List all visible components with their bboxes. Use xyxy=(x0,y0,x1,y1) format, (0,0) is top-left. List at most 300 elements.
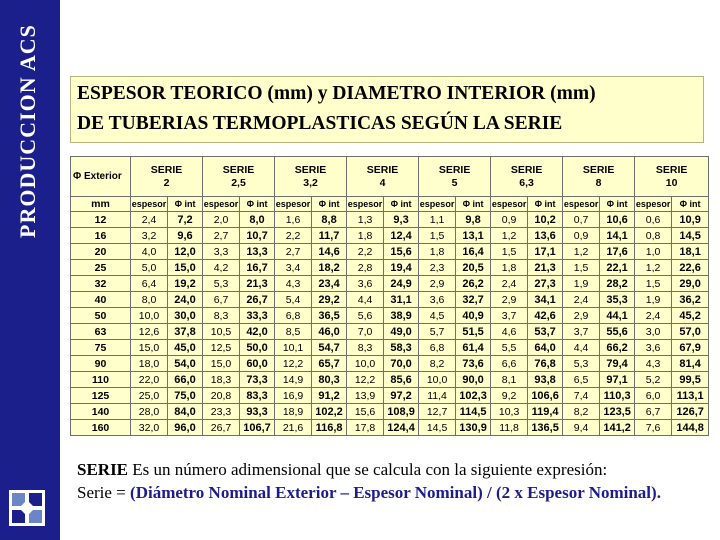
outer-diameter-cell: 32 xyxy=(71,276,131,292)
inner-diameter-cell: 23,4 xyxy=(312,276,347,292)
inner-diameter-cell: 91,2 xyxy=(312,388,347,404)
thickness-cell: 1,8 xyxy=(491,260,528,276)
inner-diameter-cell: 9,6 xyxy=(168,228,203,244)
thickness-cell: 9,2 xyxy=(491,388,528,404)
inner-diameter-cell: 50,0 xyxy=(240,340,275,356)
inner-diameter-cell: 13,1 xyxy=(456,228,491,244)
inner-diameter-cell: 136,5 xyxy=(528,420,563,436)
thickness-cell: 1,2 xyxy=(635,260,672,276)
thickness-cell: 12,5 xyxy=(203,340,240,356)
thickness-cell: 0,9 xyxy=(563,228,600,244)
thickness-cell: 0,8 xyxy=(635,228,672,244)
serie-header-2 xyxy=(203,157,275,197)
outer-diameter-cell: 16 xyxy=(71,228,131,244)
thickness-cell: 18,3 xyxy=(203,372,240,388)
serie-word: SERIE xyxy=(438,163,471,176)
thickness-cell: 20,8 xyxy=(203,388,240,404)
inner-diameter-cell: 83,3 xyxy=(240,388,275,404)
thickness-cell: 16,9 xyxy=(275,388,312,404)
table-row xyxy=(71,324,709,340)
thickness-cell: 12,6 xyxy=(131,324,168,340)
inner-diameter-cell: 64,0 xyxy=(528,340,563,356)
thickness-cell: 2,4 xyxy=(635,308,672,324)
inner-diameter-cell: 58,3 xyxy=(384,340,419,356)
inner-diameter-cell: 97,1 xyxy=(600,372,635,388)
inner-diameter-cell: 93,8 xyxy=(528,372,563,388)
serie-description: Es un número adimensional que se calcula con la siguiente expresión: xyxy=(128,460,608,479)
outer-diameter-cell: 25 xyxy=(71,260,131,276)
inner-diameter-cell: 97,2 xyxy=(384,388,419,404)
thickness-cell: 12,7 xyxy=(419,404,456,420)
thickness-cell: 1,9 xyxy=(563,276,600,292)
inner-diameter-cell: 124,4 xyxy=(384,420,419,436)
thickness-cell: 4,2 xyxy=(203,260,240,276)
espesor-header: espesor xyxy=(347,197,384,212)
thickness-cell: 6,7 xyxy=(203,292,240,308)
inner-diameter-cell: 76,8 xyxy=(528,356,563,372)
thickness-cell: 2,0 xyxy=(203,212,240,228)
inner-diameter-cell: 31,1 xyxy=(384,292,419,308)
serie-word: SERIE xyxy=(150,163,183,176)
serie-header-4 xyxy=(347,157,419,197)
inner-diameter-cell: 29,2 xyxy=(312,292,347,308)
inner-diameter-cell: 65,7 xyxy=(312,356,347,372)
inner-diameter-cell: 61,4 xyxy=(456,340,491,356)
thickness-cell: 0,9 xyxy=(491,212,528,228)
outer-diameter-cell: 75 xyxy=(71,340,131,356)
serie-word: SERIE xyxy=(366,163,399,176)
thickness-cell: 1,2 xyxy=(491,228,528,244)
inner-diameter-header: Φ int xyxy=(672,197,709,212)
inner-diameter-cell: 22,6 xyxy=(672,260,709,276)
inner-diameter-cell: 36,5 xyxy=(312,308,347,324)
inner-diameter-cell: 108,9 xyxy=(384,404,419,420)
thickness-cell: 3,0 xyxy=(635,324,672,340)
thickness-cell: 10,3 xyxy=(491,404,528,420)
thickness-cell: 11,4 xyxy=(419,388,456,404)
thickness-cell: 2,4 xyxy=(563,292,600,308)
thickness-cell: 7,0 xyxy=(347,324,384,340)
inner-diameter-cell: 18,2 xyxy=(312,260,347,276)
espesor-header: espesor xyxy=(563,197,600,212)
inner-diameter-header: Φ int xyxy=(168,197,203,212)
inner-diameter-cell: 46,0 xyxy=(312,324,347,340)
inner-diameter-cell: 42,6 xyxy=(528,308,563,324)
thickness-cell: 10,0 xyxy=(131,308,168,324)
inner-diameter-cell: 73,3 xyxy=(240,372,275,388)
inner-diameter-cell: 126,7 xyxy=(672,404,709,420)
table-row xyxy=(71,404,709,420)
thickness-cell: 15,6 xyxy=(347,404,384,420)
serie-label: Serie = xyxy=(77,483,131,502)
inner-diameter-cell: 14,5 xyxy=(672,228,709,244)
thickness-cell: 6,6 xyxy=(491,356,528,372)
serie-header-3 xyxy=(275,157,347,197)
inner-diameter-cell: 12,0 xyxy=(168,244,203,260)
thickness-cell: 1,5 xyxy=(563,260,600,276)
inner-diameter-cell: 67,9 xyxy=(672,340,709,356)
thickness-cell: 3,6 xyxy=(635,340,672,356)
inner-diameter-header: Φ int xyxy=(600,197,635,212)
inner-diameter-cell: 16,7 xyxy=(240,260,275,276)
unit-header: mm xyxy=(71,197,131,212)
thickness-cell: 12,2 xyxy=(347,372,384,388)
inner-diameter-cell: 93,3 xyxy=(240,404,275,420)
company-logo-icon xyxy=(9,490,45,526)
serie-value: 2,5 xyxy=(231,176,246,189)
outer-diameter-cell: 12 xyxy=(71,212,131,228)
inner-diameter-cell: 106,7 xyxy=(240,420,275,436)
thickness-cell: 3,7 xyxy=(491,308,528,324)
thickness-cell: 5,4 xyxy=(275,292,312,308)
thickness-cell: 8,2 xyxy=(419,356,456,372)
serie-value: 3,2 xyxy=(303,176,318,189)
serie-header-5 xyxy=(419,157,491,197)
thickness-cell: 4,0 xyxy=(131,244,168,260)
inner-diameter-cell: 9,3 xyxy=(384,212,419,228)
inner-diameter-cell: 24,0 xyxy=(168,292,203,308)
inner-diameter-cell: 80,3 xyxy=(312,372,347,388)
title-panel xyxy=(70,76,704,143)
inner-diameter-cell: 30,0 xyxy=(168,308,203,324)
title-line-2: DE TUBERIAS TERMOPLASTICAS SEGÚN LA SERIE xyxy=(77,113,563,134)
serie-word: SERIE xyxy=(510,163,543,176)
thickness-cell: 12,2 xyxy=(275,356,312,372)
inner-diameter-cell: 35,3 xyxy=(600,292,635,308)
thickness-cell: 3,4 xyxy=(275,260,312,276)
thickness-cell: 10,0 xyxy=(347,356,384,372)
thickness-cell: 32,0 xyxy=(131,420,168,436)
thickness-cell: 2,2 xyxy=(275,228,312,244)
inner-diameter-cell: 17,6 xyxy=(600,244,635,260)
table-row xyxy=(71,244,709,260)
thickness-cell: 14,5 xyxy=(419,420,456,436)
thickness-cell: 6,7 xyxy=(635,404,672,420)
thickness-cell: 8,2 xyxy=(563,404,600,420)
inner-diameter-cell: 123,5 xyxy=(600,404,635,420)
inner-diameter-cell: 8,0 xyxy=(240,212,275,228)
serie-header-6 xyxy=(491,157,563,197)
thickness-cell: 5,0 xyxy=(131,260,168,276)
thickness-cell: 1,5 xyxy=(419,228,456,244)
thickness-cell: 5,3 xyxy=(203,276,240,292)
espesor-header: espesor xyxy=(419,197,456,212)
thickness-cell: 4,5 xyxy=(419,308,456,324)
inner-diameter-cell: 15,6 xyxy=(384,244,419,260)
thickness-cell: 5,6 xyxy=(347,308,384,324)
thickness-cell: 6,8 xyxy=(275,308,312,324)
inner-diameter-cell: 90,0 xyxy=(456,372,491,388)
serie-header-1 xyxy=(131,157,203,197)
serie-term: SERIE xyxy=(77,460,129,479)
inner-diameter-cell: 73,6 xyxy=(456,356,491,372)
outer-diameter-cell: 160 xyxy=(71,420,131,436)
thickness-cell: 2,3 xyxy=(419,260,456,276)
thickness-cell: 26,7 xyxy=(203,420,240,436)
table-row xyxy=(71,260,709,276)
inner-diameter-cell: 102,3 xyxy=(456,388,491,404)
thickness-cell: 3,2 xyxy=(131,228,168,244)
inner-diameter-cell: 38,9 xyxy=(384,308,419,324)
inner-diameter-cell: 21,3 xyxy=(528,260,563,276)
inner-diameter-cell: 36,2 xyxy=(672,292,709,308)
thickness-cell: 4,4 xyxy=(347,292,384,308)
inner-diameter-cell: 81,4 xyxy=(672,356,709,372)
inner-diameter-cell: 14,6 xyxy=(312,244,347,260)
inner-diameter-cell: 40,9 xyxy=(456,308,491,324)
espesor-header: espesor xyxy=(275,197,312,212)
table-row xyxy=(71,308,709,324)
inner-diameter-cell: 18,1 xyxy=(672,244,709,260)
thickness-cell: 2,7 xyxy=(275,244,312,260)
outer-diameter-cell: 90 xyxy=(71,356,131,372)
sidebar xyxy=(0,0,60,540)
inner-diameter-header: Φ int xyxy=(528,197,563,212)
thickness-cell: 10,1 xyxy=(275,340,312,356)
inner-diameter-cell: 96,0 xyxy=(168,420,203,436)
thickness-cell: 25,0 xyxy=(131,388,168,404)
inner-diameter-cell: 57,0 xyxy=(672,324,709,340)
inner-diameter-cell: 13,3 xyxy=(240,244,275,260)
inner-diameter-cell: 37,8 xyxy=(168,324,203,340)
thickness-cell: 6,0 xyxy=(635,388,672,404)
thickness-cell: 18,9 xyxy=(275,404,312,420)
inner-diameter-cell: 114,5 xyxy=(456,404,491,420)
inner-diameter-cell: 10,9 xyxy=(672,212,709,228)
thickness-cell: 0,6 xyxy=(635,212,672,228)
thickness-cell: 2,9 xyxy=(419,276,456,292)
outer-diameter-cell: 125 xyxy=(71,388,131,404)
serie-value: 8 xyxy=(595,176,602,189)
serie-value: 6,3 xyxy=(519,176,534,189)
thickness-cell: 2,8 xyxy=(347,260,384,276)
table-row xyxy=(71,228,709,244)
inner-diameter-cell: 85,6 xyxy=(384,372,419,388)
serie-header-row xyxy=(71,157,709,197)
thickness-cell: 23,3 xyxy=(203,404,240,420)
thickness-cell: 1,2 xyxy=(563,244,600,260)
outer-diameter-cell: 110 xyxy=(71,372,131,388)
thickness-cell: 1,9 xyxy=(635,292,672,308)
inner-diameter-cell: 42,0 xyxy=(240,324,275,340)
inner-diameter-cell: 66,0 xyxy=(168,372,203,388)
inner-diameter-cell: 22,1 xyxy=(600,260,635,276)
inner-diameter-cell: 26,2 xyxy=(456,276,491,292)
thickness-cell: 8,3 xyxy=(347,340,384,356)
inner-diameter-cell: 110,3 xyxy=(600,388,635,404)
thickness-cell: 6,4 xyxy=(131,276,168,292)
inner-diameter-cell: 113,1 xyxy=(672,388,709,404)
table-row xyxy=(71,420,709,436)
table-row xyxy=(71,372,709,388)
thickness-cell: 5,5 xyxy=(491,340,528,356)
inner-diameter-cell: 10,6 xyxy=(600,212,635,228)
thickness-cell: 6,5 xyxy=(563,372,600,388)
table-row xyxy=(71,388,709,404)
outer-diameter-cell: 140 xyxy=(71,404,131,420)
inner-diameter-header: Φ int xyxy=(312,197,347,212)
inner-diameter-cell: 54,7 xyxy=(312,340,347,356)
table-row xyxy=(71,356,709,372)
serie-word: SERIE xyxy=(655,163,688,176)
inner-diameter-cell: 9,8 xyxy=(456,212,491,228)
serie-word: SERIE xyxy=(582,163,615,176)
thickness-cell: 2,7 xyxy=(203,228,240,244)
thickness-cell: 14,9 xyxy=(275,372,312,388)
inner-diameter-cell: 34,1 xyxy=(528,292,563,308)
inner-diameter-cell: 141,2 xyxy=(600,420,635,436)
inner-diameter-cell: 10,7 xyxy=(240,228,275,244)
inner-diameter-cell: 54,0 xyxy=(168,356,203,372)
inner-diameter-cell: 60,0 xyxy=(240,356,275,372)
thickness-cell: 7,6 xyxy=(635,420,672,436)
thickness-cell: 1,8 xyxy=(347,228,384,244)
thickness-cell: 1,1 xyxy=(419,212,456,228)
thickness-cell: 3,3 xyxy=(203,244,240,260)
inner-diameter-cell: 144,8 xyxy=(672,420,709,436)
thickness-cell: 2,9 xyxy=(563,308,600,324)
inner-diameter-cell: 70,0 xyxy=(384,356,419,372)
inner-diameter-cell: 130,9 xyxy=(456,420,491,436)
inner-diameter-cell: 26,7 xyxy=(240,292,275,308)
thickness-cell: 4,6 xyxy=(491,324,528,340)
outer-diameter-cell: 20 xyxy=(71,244,131,260)
espesor-header: espesor xyxy=(491,197,528,212)
thickness-cell: 2,4 xyxy=(491,276,528,292)
table-row xyxy=(71,340,709,356)
serie-word: SERIE xyxy=(222,163,255,176)
inner-diameter-cell: 106,6 xyxy=(528,388,563,404)
inner-diameter-cell: 28,2 xyxy=(600,276,635,292)
thickness-cell: 8,0 xyxy=(131,292,168,308)
serie-header-7 xyxy=(563,157,635,197)
inner-diameter-cell: 10,2 xyxy=(528,212,563,228)
thickness-cell: 18,0 xyxy=(131,356,168,372)
inner-diameter-cell: 66,2 xyxy=(600,340,635,356)
inner-diameter-cell: 55,6 xyxy=(600,324,635,340)
thickness-cell: 3,7 xyxy=(563,324,600,340)
inner-diameter-cell: 16,4 xyxy=(456,244,491,260)
thickness-cell: 6,8 xyxy=(419,340,456,356)
inner-diameter-cell: 45,2 xyxy=(672,308,709,324)
thickness-cell: 15,0 xyxy=(203,356,240,372)
thickness-cell: 15,0 xyxy=(131,340,168,356)
inner-diameter-cell: 29,0 xyxy=(672,276,709,292)
inner-diameter-header: Φ int xyxy=(456,197,491,212)
thickness-cell: 2,2 xyxy=(347,244,384,260)
inner-diameter-cell: 19,2 xyxy=(168,276,203,292)
thickness-cell: 8,5 xyxy=(275,324,312,340)
inner-diameter-cell: 45,0 xyxy=(168,340,203,356)
thickness-cell: 5,7 xyxy=(419,324,456,340)
inner-diameter-cell: 21,3 xyxy=(240,276,275,292)
inner-diameter-cell: 24,9 xyxy=(384,276,419,292)
outer-diameter-cell: 40 xyxy=(71,292,131,308)
inner-diameter-cell: 99,5 xyxy=(672,372,709,388)
column-header-row xyxy=(71,197,709,212)
table-row xyxy=(71,212,709,228)
thickness-cell: 5,3 xyxy=(563,356,600,372)
thickness-table xyxy=(70,156,709,436)
espesor-header: espesor xyxy=(635,197,672,212)
inner-diameter-cell: 102,2 xyxy=(312,404,347,420)
serie-value: 10 xyxy=(665,176,678,189)
serie-value: 2 xyxy=(163,176,170,189)
table-row xyxy=(71,292,709,308)
thickness-cell: 1,8 xyxy=(419,244,456,260)
serie-word: SERIE xyxy=(294,163,327,176)
thickness-cell: 1,0 xyxy=(635,244,672,260)
thickness-cell: 28,0 xyxy=(131,404,168,420)
thickness-cell: 10,0 xyxy=(419,372,456,388)
inner-diameter-cell: 75,0 xyxy=(168,388,203,404)
thickness-cell: 8,1 xyxy=(491,372,528,388)
thickness-cell: 4,3 xyxy=(635,356,672,372)
inner-diameter-cell: 14,1 xyxy=(600,228,635,244)
inner-diameter-cell: 13,6 xyxy=(528,228,563,244)
serie-value: 4 xyxy=(379,176,386,189)
inner-diameter-cell: 8,8 xyxy=(312,212,347,228)
outer-diameter-cell: 63 xyxy=(71,324,131,340)
inner-diameter-cell: 44,1 xyxy=(600,308,635,324)
inner-diameter-cell: 32,7 xyxy=(456,292,491,308)
espesor-header: espesor xyxy=(131,197,168,212)
table-row xyxy=(71,276,709,292)
inner-diameter-cell: 119,4 xyxy=(528,404,563,420)
thickness-cell: 11,8 xyxy=(491,420,528,436)
inner-diameter-cell: 17,1 xyxy=(528,244,563,260)
thickness-cell: 2,4 xyxy=(131,212,168,228)
inner-diameter-cell: 19,4 xyxy=(384,260,419,276)
thickness-cell: 7,4 xyxy=(563,388,600,404)
inner-diameter-cell: 11,7 xyxy=(312,228,347,244)
inner-diameter-cell: 51,5 xyxy=(456,324,491,340)
serie-definition xyxy=(77,460,607,480)
outer-diameter-header: Φ Exterior xyxy=(71,157,131,197)
thickness-cell: 1,6 xyxy=(275,212,312,228)
title-line-1: ESPESOR TEORICO (mm) y DIAMETRO INTERIOR (mm) xyxy=(77,83,596,104)
thickness-cell: 0,7 xyxy=(563,212,600,228)
inner-diameter-cell: 7,2 xyxy=(168,212,203,228)
inner-diameter-cell: 116,8 xyxy=(312,420,347,436)
inner-diameter-cell: 15,0 xyxy=(168,260,203,276)
thickness-cell: 8,3 xyxy=(203,308,240,324)
thickness-cell: 1,5 xyxy=(635,276,672,292)
inner-diameter-cell: 84,0 xyxy=(168,404,203,420)
thickness-cell: 4,3 xyxy=(275,276,312,292)
thickness-cell: 13,9 xyxy=(347,388,384,404)
thickness-cell: 1,3 xyxy=(347,212,384,228)
thickness-cell: 5,2 xyxy=(635,372,672,388)
inner-diameter-header: Φ int xyxy=(384,197,419,212)
thickness-cell: 10,5 xyxy=(203,324,240,340)
thickness-cell: 17,8 xyxy=(347,420,384,436)
inner-diameter-cell: 33,3 xyxy=(240,308,275,324)
serie-formula-line xyxy=(77,483,661,503)
thickness-cell: 2,9 xyxy=(491,292,528,308)
inner-diameter-header: Φ int xyxy=(240,197,275,212)
inner-diameter-cell: 27,3 xyxy=(528,276,563,292)
serie-formula: (Diámetro Nominal Exterior – Espesor Nominal) / (2 x Espesor Nominal). xyxy=(130,483,661,502)
thickness-cell: 3,6 xyxy=(419,292,456,308)
inner-diameter-cell: 53,7 xyxy=(528,324,563,340)
serie-value: 5 xyxy=(451,176,458,189)
sidebar-title: PRODUCCION ACS xyxy=(15,24,40,238)
thickness-cell: 21,6 xyxy=(275,420,312,436)
inner-diameter-cell: 79,4 xyxy=(600,356,635,372)
thickness-cell: 9,4 xyxy=(563,420,600,436)
outer-diameter-cell: 50 xyxy=(71,308,131,324)
